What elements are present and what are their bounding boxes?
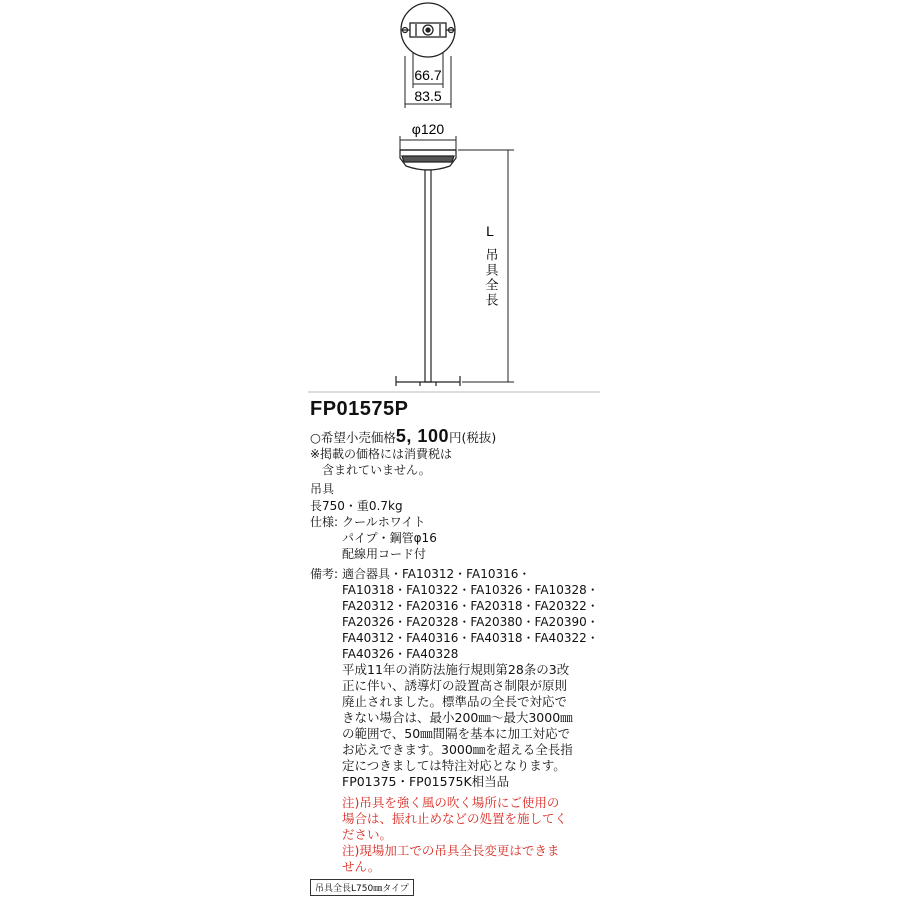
canopy-body bbox=[400, 150, 456, 170]
caution-1-line-1: 注)吊具を強く風の吹く場所にご使用の bbox=[342, 795, 560, 810]
spec-label: 仕様: bbox=[310, 515, 339, 529]
caution-2 bbox=[342, 843, 559, 875]
price-prefix: ○希望小売価格 bbox=[310, 430, 396, 445]
caution-2-line-2: せん。 bbox=[342, 859, 381, 874]
dim-diameter-label: φ120 bbox=[411, 121, 445, 137]
remarks-line-3: FA20312・FA20316・FA20318・FA20322・ bbox=[342, 599, 599, 613]
regulation-line-6: お応えできます。3000㎜を超える全長指 bbox=[342, 742, 573, 757]
dim-length-label: 吊具全長 bbox=[482, 248, 498, 308]
product-drawing bbox=[0, 0, 900, 400]
price-line bbox=[310, 426, 496, 447]
spec-line-2: パイプ・鋼管φ16 bbox=[342, 531, 437, 545]
tax-note-line1: ※掲載の価格には消費税は bbox=[310, 447, 453, 461]
dim-length-letter: L bbox=[486, 223, 494, 239]
regulation-line-7: 定につきましては特注対応となります。 bbox=[342, 758, 566, 773]
remarks-label: 備考: bbox=[310, 567, 339, 581]
remarks-line-2: FA10318・FA10322・FA10326・FA10328・ bbox=[342, 583, 599, 597]
pipe bbox=[425, 170, 431, 382]
regulation-line-5: の範囲で、50㎜間隔を基本に加工対応で bbox=[342, 726, 571, 741]
regulation-line-1: 平成11年の消防法施行規則第28条の3改 bbox=[342, 662, 570, 677]
top-view bbox=[401, 3, 455, 57]
length-dimension bbox=[308, 150, 600, 392]
remarks-block bbox=[310, 566, 599, 662]
equivalent-products: FP01375・FP01575K相当品 bbox=[342, 774, 510, 789]
tax-note-line2: 含まれていません。 bbox=[322, 463, 431, 477]
spec-block bbox=[310, 514, 437, 562]
caution-1-line-2: 場合は、振れ止めなどの処置を施してく bbox=[342, 811, 568, 826]
caution-1 bbox=[342, 795, 567, 843]
caution-2-line-1: 注)現場加工での吊具全長変更はできま bbox=[342, 843, 560, 858]
spec-line-1: クールホワイト bbox=[342, 515, 426, 529]
diameter-dimension bbox=[400, 136, 456, 150]
remarks-line-5: FA40312・FA40316・FA40318・FA40322・ bbox=[342, 631, 599, 645]
dim-inner-label: 66.7 bbox=[414, 67, 442, 83]
category: 吊具 bbox=[310, 482, 335, 496]
remarks-line-6: FA40326・FA40328 bbox=[342, 647, 459, 661]
price-suffix: 円(税抜) bbox=[448, 430, 497, 445]
dim-outer-label: 83.5 bbox=[414, 88, 442, 104]
length-weight: 長750・重0.7kg bbox=[310, 499, 403, 513]
type-note-box: 吊具全長L750㎜タイプ bbox=[310, 879, 414, 896]
remarks-line-4: FA20326・FA20328・FA20380・FA20390・ bbox=[342, 615, 599, 629]
tax-note bbox=[310, 446, 452, 478]
regulation-line-3: 廃止されました。標準品の全長で対応で bbox=[342, 694, 568, 709]
regulation-line-2: 正に伴い、誘導灯の設置高さ制限が原則 bbox=[342, 678, 568, 693]
model-number: FP01575P bbox=[310, 398, 409, 420]
spec-line-3: 配線用コード付 bbox=[342, 547, 427, 561]
remarks-line-1: 適合器具・FA10312・FA10316・ bbox=[342, 567, 531, 581]
regulation-line-4: きない場合は、最小200㎜～最大3000㎜ bbox=[342, 710, 573, 725]
caution-1-line-3: ださい。 bbox=[342, 827, 393, 842]
price-value: 5, 100 bbox=[395, 426, 449, 446]
regulation-text bbox=[342, 662, 573, 790]
